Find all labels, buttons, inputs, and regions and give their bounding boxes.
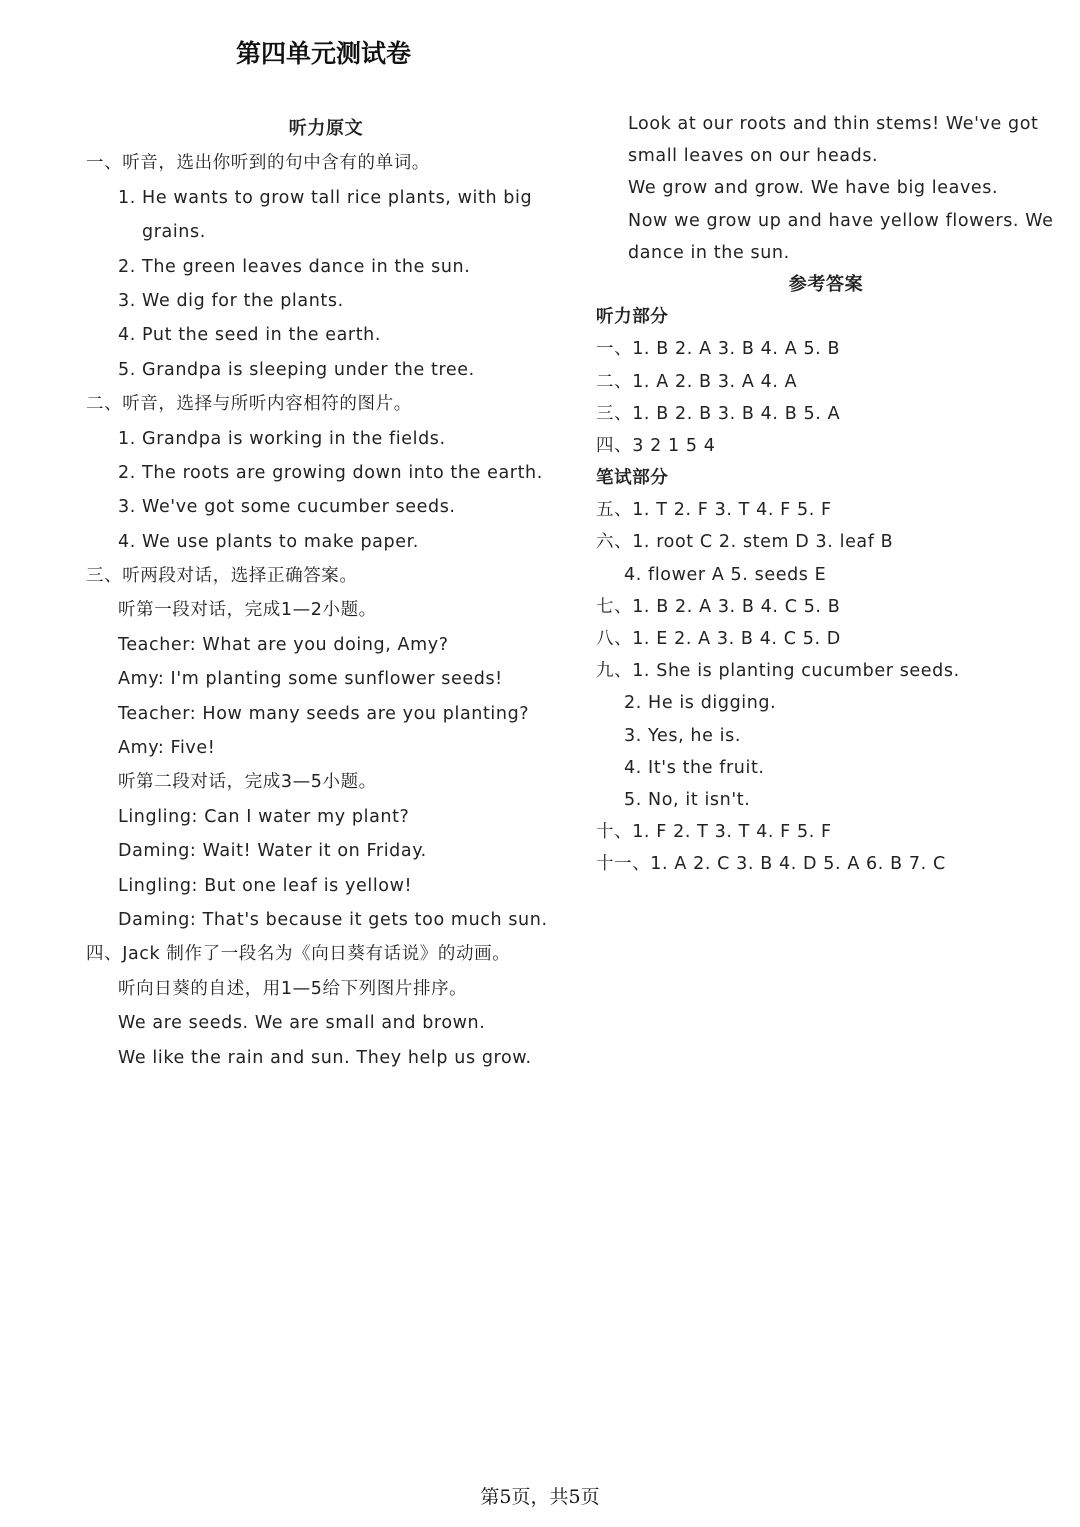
text-line: Now we grow up and have yellow flowers. We <box>628 210 1054 231</box>
page-title: 第四单元测试卷 <box>236 39 412 68</box>
dialogue-line: Daming: Wait! Water it on Friday. <box>118 841 427 862</box>
dialogue-line: Lingling: Can I water my plant? <box>118 806 410 827</box>
text-line: We are seeds. We are small and brown. <box>118 1013 486 1034</box>
answer-line: 2. He is digging. <box>624 693 777 714</box>
text-line: 1. He wants to grow tall rice plants, with big <box>118 187 533 208</box>
answer-line: 4. flower A 5. seeds E <box>624 564 827 585</box>
question-heading: 三、听两段对话，选择正确答案。 <box>86 566 358 587</box>
answer-line: 五、1. T 2. F 3. T 4. F 5. F <box>596 500 832 521</box>
text-line: grains. <box>142 222 206 243</box>
answer-line: 5. No, it isn't. <box>624 789 751 810</box>
answer-line: 4. It's the fruit. <box>624 757 765 778</box>
dialogue-line: Amy: Five! <box>118 738 216 759</box>
text-line: 2. The roots are growing down into the earth. <box>118 462 543 483</box>
text-line: small leaves on our heads. <box>628 146 879 167</box>
dialogue-line: Amy: I'm planting some sunflower seeds! <box>118 669 503 690</box>
text-line: 5. Grandpa is sleeping under the tree. <box>118 359 475 380</box>
listening-heading: 听力部分 <box>596 307 669 328</box>
text-line: 4. Put the seed in the earth. <box>118 325 382 346</box>
text-line: 3. We dig for the plants. <box>118 290 344 311</box>
question-heading: 四、Jack 制作了一段名为《向日葵有话说》的动画。 <box>86 944 511 965</box>
page-footer: 第5页，共5页 <box>480 1486 600 1508</box>
answer-line: 十、1. F 2. T 3. T 4. F 5. F <box>596 822 832 843</box>
text-line: 3. We've got some cucumber seeds. <box>118 497 456 518</box>
question-heading: 二、听音，选择与所听内容相符的图片。 <box>86 394 412 415</box>
answer-line: 二、1. A 2. B 3. A 4. A <box>596 371 798 392</box>
section-heading: 听力原文 <box>288 118 364 139</box>
dialogue-line: Teacher: How many seeds are you planting? <box>118 703 530 724</box>
left-column <box>86 112 566 1075</box>
text-line: We like the rain and sun. They help us grow. <box>118 1047 532 1068</box>
answer-line: 3. Yes, he is. <box>624 725 741 746</box>
dialogue-line: Lingling: But one leaf is yellow! <box>118 875 413 896</box>
answer-line: 六、1. root C 2. stem D 3. leaf B <box>596 532 894 553</box>
answer-line: 九、1. She is planting cucumber seeds. <box>596 661 960 682</box>
question-heading: 一、听音，选出你听到的句中含有的单词。 <box>86 153 430 174</box>
right-column <box>596 108 1056 881</box>
text-line: We grow and grow. We have big leaves. <box>628 178 999 199</box>
answer-line: 八、1. E 2. A 3. B 4. C 5. D <box>596 629 841 649</box>
dialogue-line: Teacher: What are you doing, Amy? <box>118 634 449 655</box>
text-line: 1. Grandpa is working in the fields. <box>118 428 446 449</box>
text-line: Look at our roots and thin stems! We've got <box>628 114 1039 134</box>
text-line: 听第一段对话，完成1—2小题。 <box>118 600 377 621</box>
written-heading: 笔试部分 <box>596 468 669 489</box>
answer-key-heading: 参考答案 <box>788 273 864 295</box>
answer-line: 十一、1. A 2. C 3. B 4. D 5. A 6. B 7. C <box>596 854 946 875</box>
text-line: 2. The green leaves dance in the sun. <box>118 256 471 277</box>
answer-line: 一、1. B 2. A 3. B 4. A 5. B <box>596 339 841 360</box>
answer-line: 四、3 2 1 5 4 <box>596 435 716 456</box>
answer-line: 三、1. B 2. B 3. B 4. B 5. A <box>596 403 841 424</box>
text-line: 4. We use plants to make paper. <box>118 531 419 552</box>
text-line: 听第二段对话，完成3—5小题。 <box>118 772 377 793</box>
text-line: dance in the sun. <box>628 242 790 263</box>
answer-line: 七、1. B 2. A 3. B 4. C 5. B <box>596 596 841 617</box>
dialogue-line: Daming: That's because it gets too much sun. <box>118 909 548 930</box>
text-line: 听向日葵的自述，用1—5给下列图片排序。 <box>118 978 468 999</box>
